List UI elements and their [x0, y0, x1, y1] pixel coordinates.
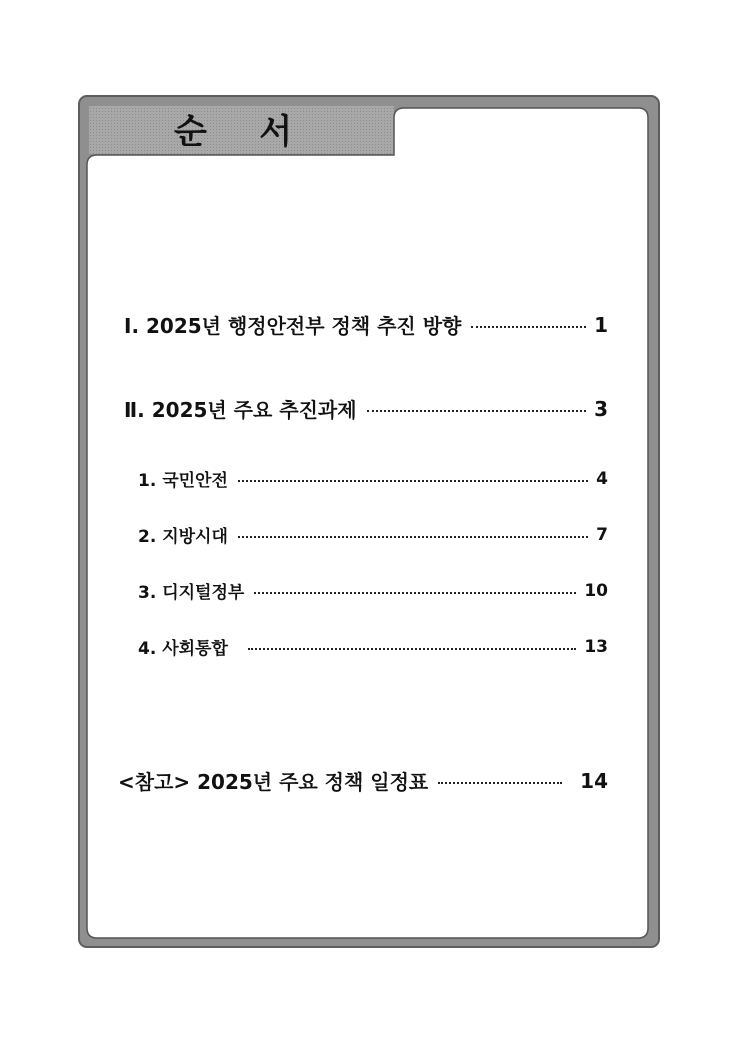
toc-reference-label: <참고> 2025년 주요 정책 일정표: [118, 770, 429, 794]
toc-subsection-label: 1. 국민안전: [138, 471, 228, 491]
toc-page-number: 3: [594, 396, 608, 421]
toc-subsection-1[interactable]: [138, 466, 608, 491]
leader-dots: [248, 648, 576, 650]
leader-dots: [238, 536, 588, 538]
leader-dots: [367, 410, 587, 412]
toc-page-number: 1: [594, 312, 608, 337]
toc-subsection-label: 3. 디지털정부: [138, 583, 245, 603]
toc-page-number: 14: [580, 768, 608, 793]
toc-reference[interactable]: [118, 766, 608, 795]
leader-dots: [471, 326, 586, 328]
toc-section-1[interactable]: [124, 310, 608, 339]
leader-dots: [238, 480, 588, 482]
toc-page-number: 4: [596, 468, 608, 489]
toc-page-number: 7: [596, 524, 608, 545]
leader-dots: [438, 782, 562, 784]
toc-subsection-3[interactable]: [138, 578, 608, 603]
toc-section-label: Ⅰ. 2025년 행정안전부 정책 추진 방향: [124, 314, 462, 338]
toc-section-label: Ⅱ. 2025년 주요 추진과제: [124, 398, 357, 422]
toc-subsection-label: 4. 사회통합: [138, 639, 228, 659]
page-title: 순 서: [174, 112, 294, 152]
toc-page-number: 13: [584, 636, 608, 657]
toc-subsection-4[interactable]: [138, 634, 608, 659]
toc-subsection-label: 2. 지방시대: [138, 527, 228, 547]
leader-dots: [254, 592, 576, 594]
toc-section-2[interactable]: [124, 394, 608, 423]
toc-page-number: 10: [584, 580, 608, 601]
toc-subsection-2[interactable]: [138, 522, 608, 547]
